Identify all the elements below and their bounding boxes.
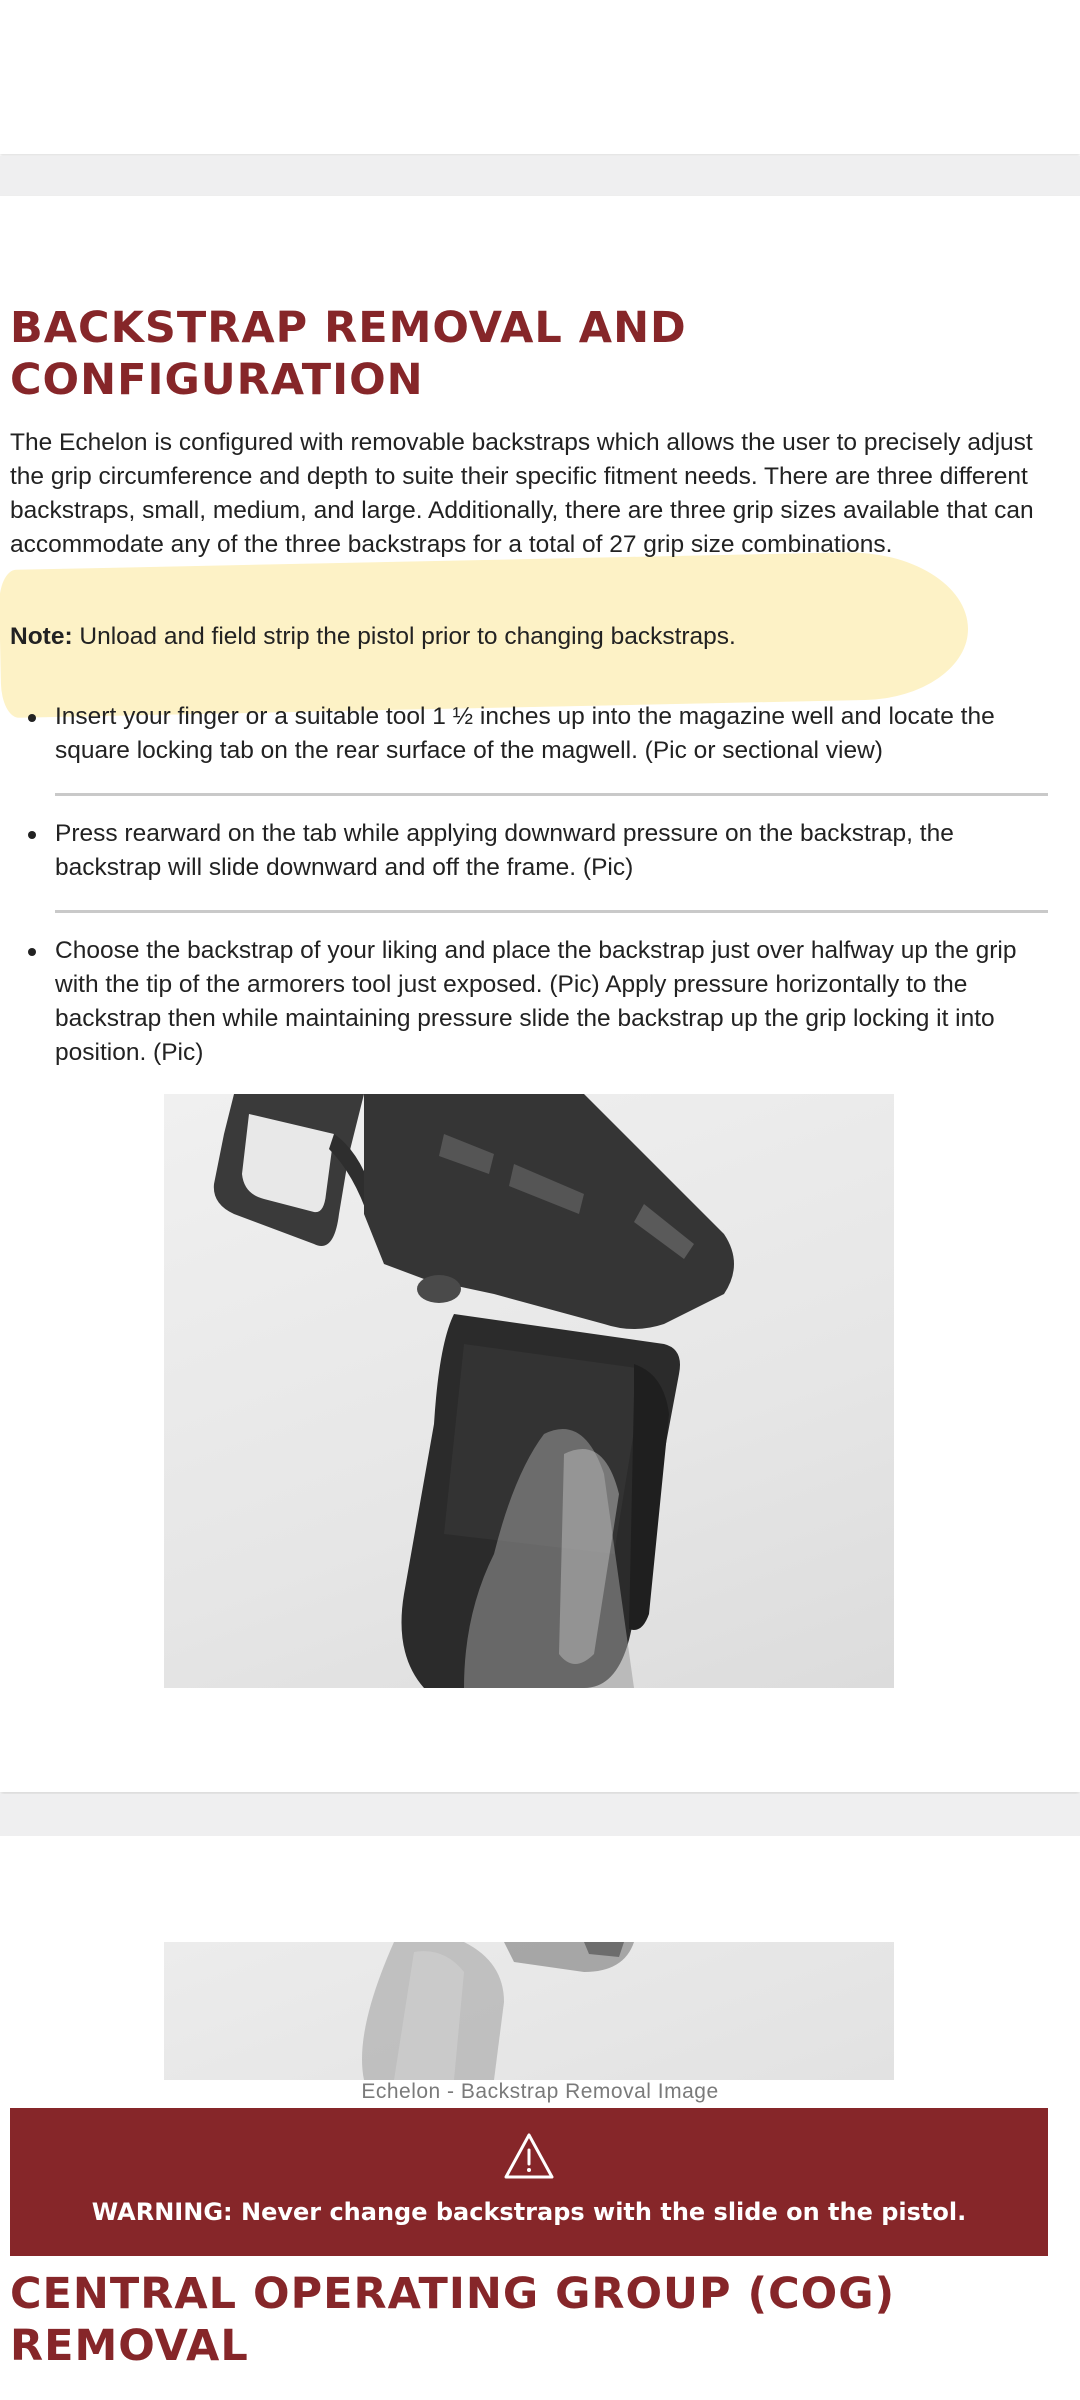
bullet — [28, 831, 36, 839]
backstrap-photo[interactable] — [164, 1942, 894, 2080]
section-separator — [0, 1794, 1080, 1836]
section-heading: BACKSTRAP REMOVAL AND CONFIGURATION — [10, 303, 687, 405]
top-card — [0, 0, 1080, 154]
note-paragraph — [10, 620, 1050, 654]
warning-text — [10, 2198, 1048, 2226]
warning-message: Never change backstraps with the slide on the pistol. — [232, 2198, 967, 2226]
divider — [55, 793, 1048, 796]
section-heading: CENTRAL OPERATING GROUP (COG) REMOVAL — [10, 2269, 896, 2371]
step-text: Press rearward on the tab while applying downward pressure on the backstrap, the backstrap will slide downward and off the frame. (Pic) — [55, 820, 954, 881]
warning-banner — [10, 2108, 1048, 2256]
step-text: Insert your finger or a suitable tool 1 ½ inches up into the magazine well and locate the square locking tab on the rear surface of the magwell. (Pic or sectional view) — [55, 703, 995, 764]
section-separator — [0, 156, 1080, 196]
bullet — [28, 948, 36, 956]
step-text: Choose the backstrap of your liking and place the backstrap just over halfway up the grip with the tip of the armorers tool just exposed. (Pic) Apply pressure horizontally to the backstrap then while maintaining pressure slide the backstrap up the grip locking it into position. (Pic) — [55, 937, 1017, 1066]
note-text: Unload and field strip the pistol prior to changing backstraps. — [72, 623, 736, 650]
divider — [55, 910, 1048, 913]
image-caption: Echelon - Backstrap Removal Image — [361, 2080, 719, 2103]
warning-triangle-icon — [503, 2132, 555, 2180]
hand-illustration — [164, 1942, 894, 2080]
pistol-grip-photo[interactable] — [164, 1094, 894, 1688]
bullet — [28, 714, 36, 722]
pistol-frame-illustration — [164, 1094, 894, 1688]
intro-paragraph: The Echelon is configured with removable backstraps which allows the user to precisely adjust the grip circumference and depth to suite their specific fitment needs. There are three different backstraps, small, medium, and large. Additionally, there are three grip sizes available that can accommodate any of the three backstraps for a total of 27 grip size combinations. — [10, 429, 1034, 558]
warning-label: WARNING: — [91, 2198, 233, 2226]
note-label: Note: — [10, 623, 73, 650]
